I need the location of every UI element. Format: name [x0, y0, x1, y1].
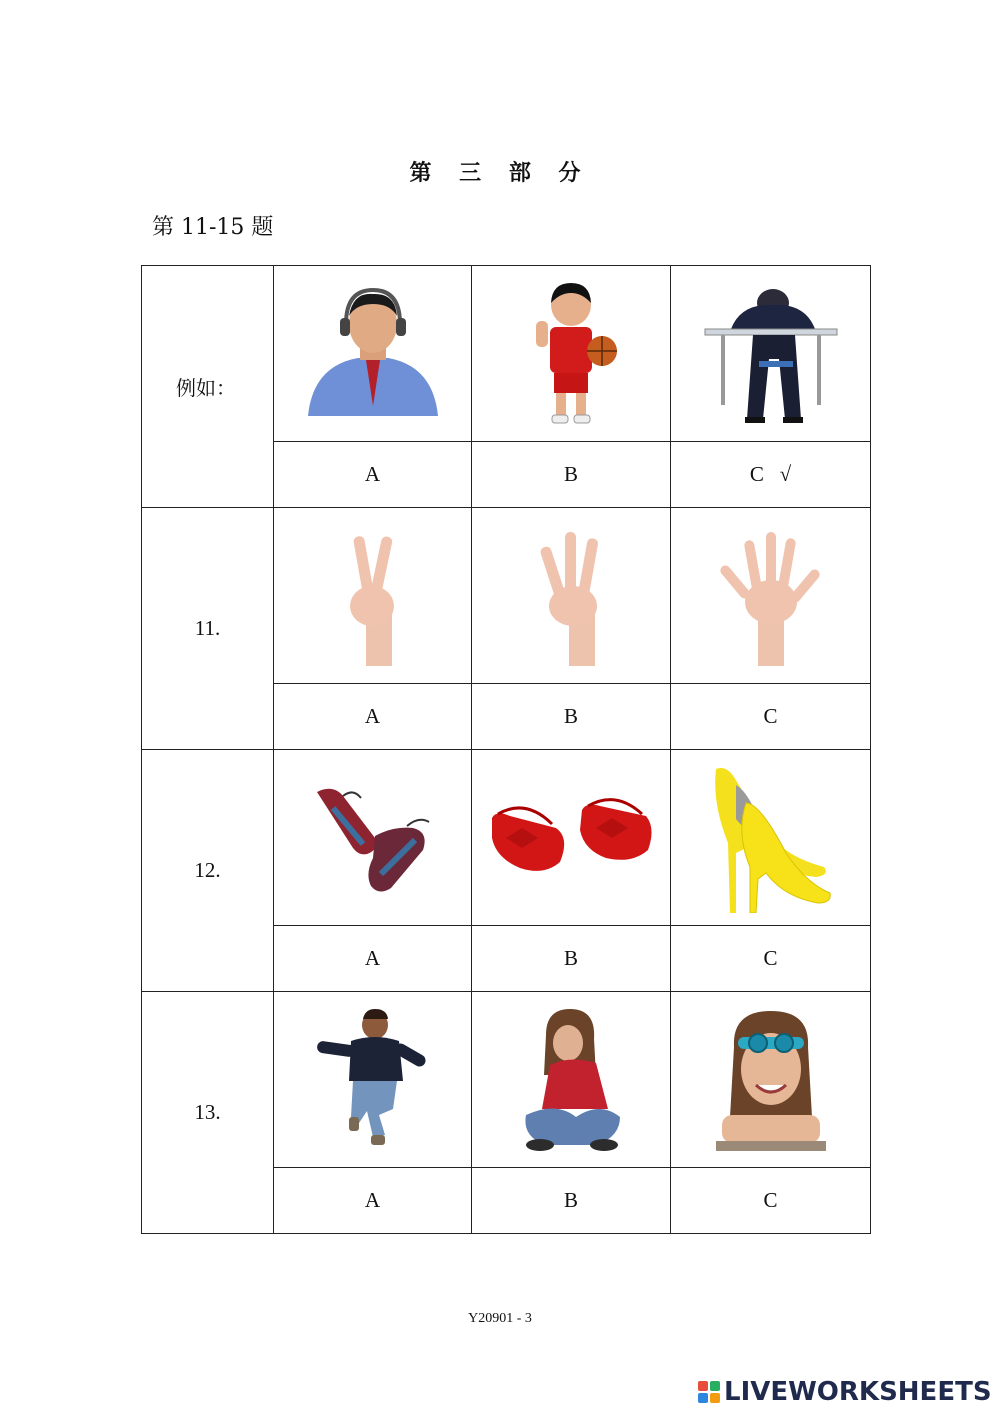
hand-five-fingers-image[interactable]: [671, 508, 871, 684]
hand-two-fingers-image[interactable]: [274, 508, 472, 684]
girl-with-goggles-image[interactable]: [671, 992, 871, 1168]
section-title: 第 三 部 分: [409, 161, 591, 186]
yellow-high-heels-image[interactable]: [671, 750, 871, 926]
option-label: C: [671, 1168, 871, 1234]
option-label: A: [274, 684, 472, 750]
bowling-shoes-image[interactable]: [274, 750, 472, 926]
hand-three-fingers-image[interactable]: [472, 508, 671, 684]
row-label-11: 11.: [142, 508, 274, 750]
option-label: B: [472, 1168, 671, 1234]
question-table: [141, 265, 871, 1234]
man-with-headphones-image[interactable]: [274, 266, 472, 442]
checkmark-icon: √: [779, 462, 792, 486]
jumping-boy-image[interactable]: [274, 992, 472, 1168]
row-label-example: 例如：: [142, 266, 274, 508]
question-range: 第 11-15 题: [152, 215, 274, 240]
option-label: A: [274, 1168, 472, 1234]
man-sleeping-at-desk-image[interactable]: [671, 266, 871, 442]
sad-girl-sitting-image[interactable]: [472, 992, 671, 1168]
page-footer: Y20901 - 3: [468, 1311, 532, 1326]
option-label: B: [472, 442, 671, 508]
option-label: C: [671, 926, 871, 992]
boy-with-basketball-image[interactable]: [472, 266, 671, 442]
logo-squares-icon: [698, 1381, 720, 1403]
row-label-12: 12.: [142, 750, 274, 992]
row-label-13: 13.: [142, 992, 274, 1234]
red-shoes-image[interactable]: [472, 750, 671, 926]
option-label: B: [472, 684, 671, 750]
brand-name: LIVEWORKSHEETS: [724, 1377, 992, 1407]
option-label: C √: [671, 442, 871, 508]
liveworksheets-logo[interactable]: [698, 1377, 992, 1407]
option-label: B: [472, 926, 671, 992]
option-label: C: [671, 684, 871, 750]
option-label: A: [274, 926, 472, 992]
option-label: A: [274, 442, 472, 508]
